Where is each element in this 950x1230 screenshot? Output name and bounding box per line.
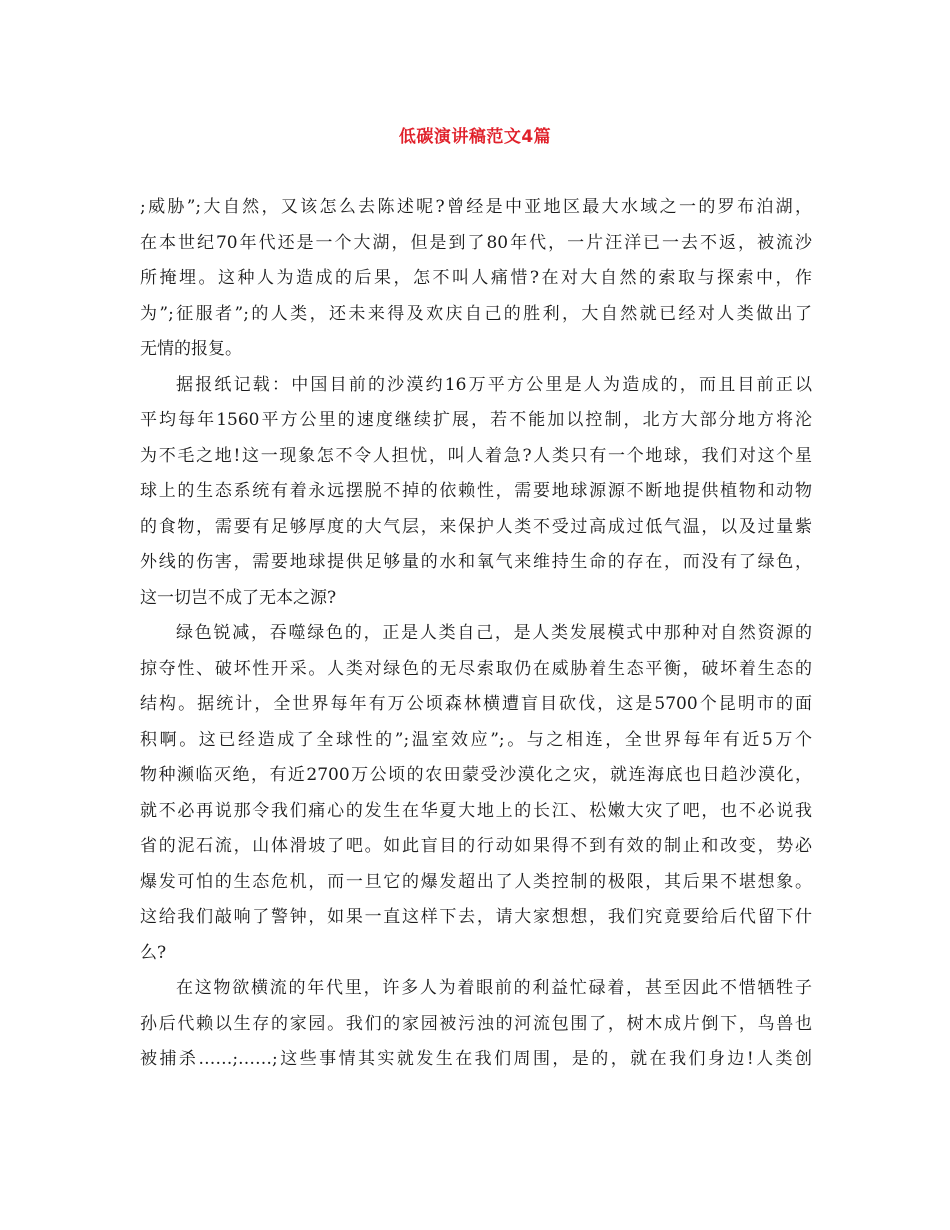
text-line: 物种濒临灭绝，有近2700万公顷的农田蒙受沙漠化之灾，就连海底也日趋沙漠化，: [140, 765, 812, 785]
text-line: 无情的报复。: [140, 339, 242, 359]
text-line: 绿色锐减，吞噬绿色的，正是人类自己，是人类发展模式中那种对自然资源的: [176, 623, 812, 643]
text-line: 球上的生态系统有着永远摆脱不掉的依赖性，需要地球源源不断地提供植物和动物: [140, 481, 812, 501]
text-line: 被捕杀……;……;这些事情其实就发生在我们周围，是的，就在我们身边!人类创: [140, 1049, 812, 1069]
document-title: 低碳演讲稿范文4篇: [398, 127, 552, 147]
text-line: 所掩埋。这种人为造成的后果，怎不叫人痛惜?在对大自然的索取与探索中，作: [140, 268, 812, 288]
text-line: ;威胁”;大自然，又该怎么去陈述呢?曾经是中亚地区最大水域之一的罗布泊湖，: [140, 197, 812, 217]
text-line: 么?: [140, 942, 167, 963]
text-line: 据报纸记载：中国目前的沙漠约16万平方公里是人为造成的，而且目前正以: [176, 374, 812, 395]
text-line: 省的泥石流，山体滑坡了吧。如此盲目的行动如果得不到有效的制止和改变，势必: [140, 836, 812, 856]
text-line: 平均每年1560平方公里的速度继续扩展，若不能加以控制，北方大部分地方将沦: [140, 410, 812, 430]
text-line: 爆发可怕的生态危机，而一旦它的爆发超出了人类控制的极限，其后果不堪想象。: [140, 871, 812, 892]
text-line: 孙后代赖以生存的家园。我们的家园被污浊的河流包围了，树木成片倒下，鸟兽也: [140, 1013, 812, 1034]
text-line: 这一切岂不成了无本之源?: [140, 587, 337, 608]
text-line: 在本世纪70年代还是一个大湖，但是到了80年代，一片汪洋已一去不返，被流沙: [140, 232, 812, 253]
text-line: 为”;征服者”;的人类，还未来得及欢庆自己的胜利，大自然就已经对人类做出了: [140, 303, 812, 324]
text-line: 积啊。这已经造成了全球性的”;温室效应”;。与之相连，全世界每年有近5万个: [140, 729, 812, 750]
document-body: [140, 190, 812, 1078]
text-line: 这给我们敲响了警钟，如果一直这样下去，请大家想想，我们究竟要给后代留下什: [140, 907, 812, 927]
text-line: 外线的伤害，需要地球提供足够量的水和氧气来维持生命的存在，而没有了绿色，: [140, 552, 812, 572]
text-line: 掠夺性、破坏性开采。人类对绿色的无尽索取仍在威胁着生态平衡，破坏着生态的: [140, 658, 812, 679]
text-line: 在这物欲横流的年代里，许多人为着眼前的利益忙碌着，甚至因此不惜牺牲子: [176, 978, 812, 998]
text-line: 的食物，需要有足够厚度的大气层，来保护人类不受过高成过低气温，以及过量紫: [140, 516, 812, 537]
text-line: 为不毛之地!这一现象怎不令人担忧，叫人着急?人类只有一个地球，我们对这个星: [140, 445, 812, 466]
text-line: 结构。据统计，全世界每年有万公顷森林横遭盲目砍伐，这是5700个昆明市的面: [140, 694, 812, 714]
text-line: 就不必再说那令我们痛心的发生在华夏大地上的长江、松嫩大灾了吧，也不必说我: [140, 800, 812, 821]
